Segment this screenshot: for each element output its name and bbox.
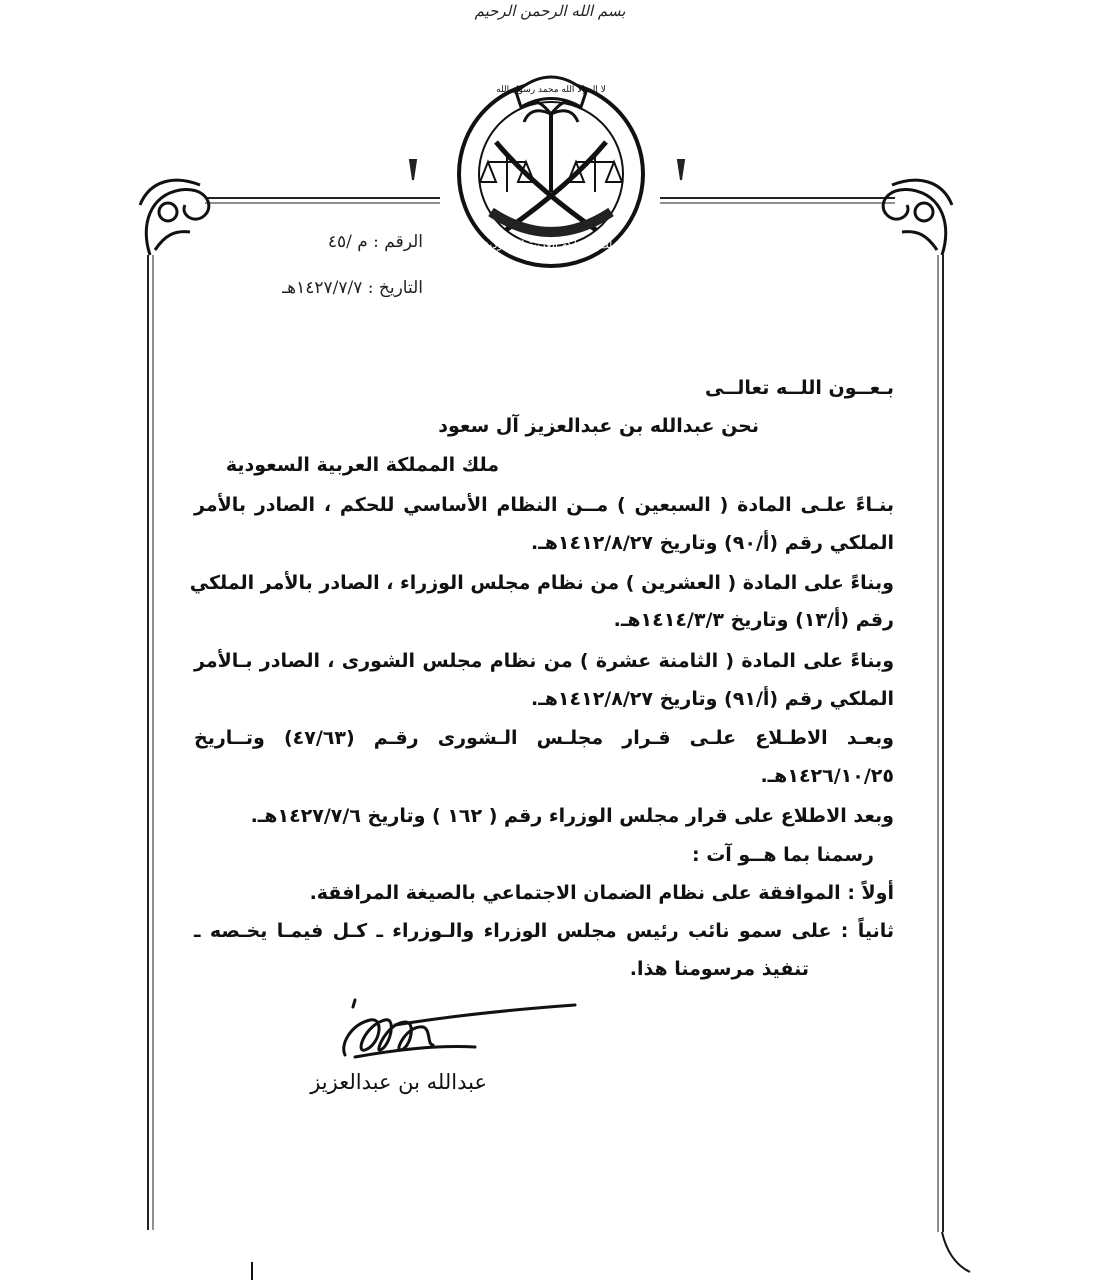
basmala: بسم الله الرحمن الرحيم [474,2,626,20]
king-title-line: ملك المملكة العربية السعودية [225,454,499,476]
king-name-line: نحن عبدالله بن عبدالعزيز آل سعود [438,415,759,437]
paragraph-council-ministers-1: وبناءً على المادة ( العشرين ) من نظام مجلس الوزراء ، الصادر بالأمر الملكي [189,572,894,594]
reference-number: الرقم : م /٤٥ [327,232,423,252]
clause-second-1: ثانياً : على سمو نائب رئيس مجلس الوزراء والـوزراء ـ كـل فيمـا يخـصه ـ [194,920,894,942]
seal-ring-text: ملك المملكة العربية السعودية [483,238,619,251]
paragraph-shura-2: الملكي رقم (أ/٩١) وتاريخ ١٤١٢/٨/٢٧هـ. [531,688,894,710]
paragraph-basic-law-1: بنـاءً علـى المادة ( السبعين ) مــن النظام الأساسي للحكم ، الصادر بالأمر [194,494,894,516]
paragraph-shura-1: وبناءً على المادة ( الثامنة عشرة ) من نظام مجلس الشورى ، الصادر بـالأمر [194,650,894,672]
paragraph-shura-decision-1: وبعـد الاطـلاع علـى قـرار مجلـس الـشورى رقـم (٤٧/٦٣) وتــاريخ [194,727,894,749]
opening-invocation: بـعــون اللــه تعالــى [705,377,894,399]
handwritten-signature [335,995,585,1070]
paragraph-council-decision: وبعد الاطلاع على قرار مجلس الوزراء رقم ( ١٦٢ ) وتاريخ ١٤٢٧/٧/٦هـ. [250,805,894,827]
signer-name: عبدالله بن عبدالعزيز [310,1070,487,1094]
clause-second-2: تنفيذ مرسومنا هذا. [629,958,809,980]
corner-ornament-top-right [883,180,952,255]
paragraph-council-ministers-2: رقم (أ/١٣) وتاريخ ١٤١٤/٣/٣هـ. [613,609,894,631]
royal-seal-emblem [436,52,666,272]
reference-date: التاريخ : ١٤٢٧/٧/٧هـ [282,278,423,298]
paragraph-basic-law-2: الملكي رقم (أ/٩٠) وتاريخ ١٤١٢/٨/٢٧هـ. [531,532,894,554]
seal-crown-text: لا إله إلا الله محمد رسول الله [496,85,606,95]
decree-intro: رسمنا بما هــو آت : [692,844,874,866]
clause-first: أولاً : الموافقة على نظام الضمان الاجتماعي بالصيغة المرافقة. [309,882,894,904]
paragraph-shura-decision-2: ١٤٢٦/١٠/٢٥هـ. [760,765,894,787]
